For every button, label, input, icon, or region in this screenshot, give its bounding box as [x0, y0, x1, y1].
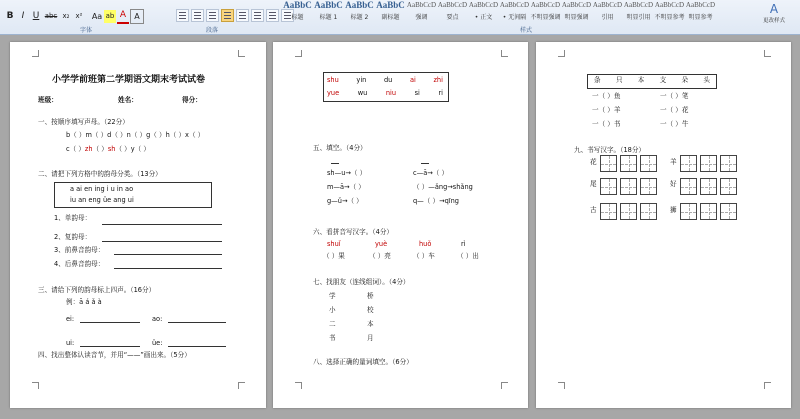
- answer-line[interactable]: [168, 322, 226, 323]
- crop-mark: [32, 382, 39, 389]
- style-preview: AaBbC: [314, 0, 343, 10]
- q4-heading: 四、找出整体认读音节，并用“——”画出来。（5分）: [38, 351, 191, 359]
- q1-line1: b（ ）m（ ）d（ ）n（ ）g（ ）h（ ）x（ ）: [66, 131, 205, 139]
- score-label: 得分：: [182, 96, 202, 104]
- style-preview: AaBbCcD: [530, 1, 561, 9]
- q1-text: （ ）: [92, 145, 108, 153]
- syllable: niu: [385, 89, 397, 97]
- subscript-button[interactable]: x₂: [62, 12, 70, 20]
- style-gallery-item[interactable]: [530, 0, 561, 22]
- style-preview: AaBbCcD: [406, 1, 437, 9]
- style-gallery-item[interactable]: [282, 0, 313, 22]
- style-gallery-item[interactable]: [499, 0, 530, 22]
- style-preview: AaBbCcD: [499, 1, 530, 9]
- style-label: 明显强调: [564, 14, 589, 21]
- q2-item-simple: 1、单韵母：: [54, 214, 92, 222]
- q5-a1: sh—u→（ ）: [327, 169, 367, 177]
- underline-button[interactable]: U: [32, 11, 40, 21]
- writing-grid-cell[interactable]: [700, 178, 717, 195]
- measure-word: 只: [615, 76, 623, 84]
- writing-grid-cell[interactable]: [620, 155, 637, 172]
- change-case-button[interactable]: Aa: [91, 11, 103, 21]
- measure-word: 朵: [681, 76, 689, 84]
- style-label: 明显引用: [626, 14, 651, 21]
- q3-example: 例：ā á ǎ à: [66, 298, 102, 306]
- style-label: 明显参考: [688, 14, 713, 21]
- writing-grid-cell[interactable]: [640, 155, 657, 172]
- style-gallery-item[interactable]: [468, 0, 499, 22]
- q1-text: （ ）y（ ）: [115, 145, 150, 153]
- answer-line[interactable]: [80, 346, 140, 347]
- group-label-paragraph: 段落: [206, 27, 219, 34]
- style-label: • 正文: [474, 14, 493, 21]
- q3-ui: ui:: [66, 339, 75, 347]
- writing-grid-cell[interactable]: [720, 155, 737, 172]
- crop-mark: [238, 50, 245, 57]
- style-preview: AaBbCcD: [437, 1, 468, 9]
- answer-line[interactable]: [102, 224, 222, 225]
- char-right-2: 好: [670, 180, 677, 188]
- vowel-row-2: iu an eng üe ang ui: [70, 196, 134, 204]
- style-preview: AaBbC: [376, 0, 405, 10]
- exam-title: 小学学前班第二学期语文期末考试试卷: [52, 75, 206, 85]
- writing-grid-cell[interactable]: [680, 155, 697, 172]
- name-label: 姓名：: [118, 96, 138, 104]
- measure-word: 本: [637, 76, 645, 84]
- q6-blank-3: （ ）车: [413, 252, 435, 260]
- measure-word: 头: [703, 76, 710, 84]
- q3-heading: 三、请给下列的韵母标上四声。（16分）: [38, 286, 156, 294]
- char-left-2: 尾: [590, 180, 597, 188]
- q2-item-compound: 2、复韵母：: [54, 233, 92, 241]
- italic-button[interactable]: I: [21, 11, 25, 21]
- distributed-button[interactable]: [236, 9, 249, 22]
- char-left-3: 古: [590, 206, 597, 214]
- writing-grid-cell[interactable]: [640, 178, 657, 195]
- q5-b2: （ ）—ǎng→shǎng: [413, 183, 473, 191]
- crop-mark: [501, 382, 508, 389]
- tone-mark: [421, 163, 429, 164]
- q1-sh: sh: [107, 145, 116, 153]
- q3-ao: ao:: [152, 315, 163, 323]
- match-left-3: 二: [329, 320, 336, 328]
- match-left-1: 学: [329, 292, 336, 300]
- char-right-3: 狮: [670, 206, 677, 214]
- char-right-1: 羊: [670, 158, 677, 166]
- measure-words: [594, 76, 710, 85]
- change-styles-button[interactable]: [754, 3, 794, 24]
- crop-mark: [295, 50, 302, 57]
- match-left-4: 书: [329, 334, 336, 342]
- document-page-1[interactable]: [10, 42, 266, 408]
- q5-c2: q—（ ）→qīng: [413, 197, 459, 205]
- align-right-button[interactable]: [206, 9, 219, 22]
- char-left-1: 花: [590, 158, 597, 166]
- style-gallery-item[interactable]: [344, 0, 375, 22]
- style-preview: AaBbCcD: [561, 1, 592, 9]
- crop-mark: [764, 382, 771, 389]
- style-label: 要点: [446, 14, 459, 21]
- q2-item-front-nasal: 3、前鼻音韵母：: [54, 246, 105, 254]
- style-label: • 无间隔: [502, 14, 527, 21]
- vowel-row-1: a ai en ing i u in ao: [70, 185, 134, 193]
- match-right-1: 桥: [367, 292, 374, 300]
- pair-1-right: 一（ ）笔: [660, 92, 689, 100]
- writing-grid-cell[interactable]: [700, 203, 717, 220]
- style-label: 标题 1: [319, 14, 338, 21]
- document-page-2[interactable]: [273, 42, 528, 408]
- group-label-font: 字体: [80, 27, 93, 34]
- style-preview: AaBbCcD: [468, 1, 499, 9]
- match-right-3: 本: [367, 320, 374, 328]
- q6-heading: 六、看拼音写汉字。（4分）: [313, 228, 394, 236]
- match-left-2: 小: [329, 306, 336, 314]
- style-gallery-item[interactable]: [685, 0, 716, 22]
- pair-2-left: 一（ ）羊: [592, 106, 621, 114]
- style-label: 副标题: [381, 14, 400, 21]
- syllable: zhi: [433, 76, 443, 84]
- writing-grid-cell[interactable]: [700, 155, 717, 172]
- style-label: 不明显参考: [654, 14, 685, 21]
- styles-gallery: [282, 0, 716, 22]
- syllable-row-1: [327, 76, 443, 85]
- writing-grid-cell[interactable]: [680, 203, 697, 220]
- style-preview: AaBbC: [345, 0, 374, 10]
- syllable: ri: [438, 89, 443, 97]
- writing-grid-cell[interactable]: [620, 203, 637, 220]
- writing-grid-cell[interactable]: [680, 178, 697, 195]
- bold-button[interactable]: B: [6, 11, 14, 21]
- measure-word: 条: [594, 76, 601, 84]
- shading-button[interactable]: [266, 9, 279, 22]
- answer-line[interactable]: [168, 346, 226, 347]
- crop-mark: [558, 382, 565, 389]
- superscript-button[interactable]: x²: [75, 12, 83, 20]
- q6-pinyin-2: yuè: [375, 240, 388, 248]
- writing-grid-cell[interactable]: [600, 155, 617, 172]
- measure-word: 支: [659, 76, 667, 84]
- style-gallery-item[interactable]: [437, 0, 468, 22]
- writing-grid-cell[interactable]: [620, 178, 637, 195]
- pair-3-left: 一（ ）书: [592, 120, 621, 128]
- change-styles-label: 更改样式: [762, 18, 785, 24]
- style-gallery-item[interactable]: [406, 0, 437, 22]
- style-preview: AaBbCcD: [592, 1, 623, 9]
- syllable: ai: [409, 76, 416, 84]
- highlight-button[interactable]: ab: [104, 10, 116, 23]
- q6-pinyin-1: shuǐ: [327, 240, 341, 248]
- match-right-2: 校: [367, 306, 374, 314]
- style-gallery-item[interactable]: [313, 0, 344, 22]
- style-gallery-item[interactable]: [561, 0, 592, 22]
- crop-mark: [295, 382, 302, 389]
- answer-line[interactable]: [114, 254, 222, 255]
- justify-button[interactable]: [221, 9, 234, 22]
- style-preview: AaBbC: [283, 0, 312, 10]
- font-format-toolbar: [4, 9, 145, 23]
- match-right-4: 月: [367, 334, 374, 342]
- q1-line2: [66, 145, 150, 154]
- q3-ei: ei:: [66, 315, 75, 323]
- syllable: si: [414, 89, 420, 97]
- q6-blank-2: （ ）亮: [369, 252, 391, 260]
- q5-a2: c—ā→（ ）: [413, 169, 449, 177]
- crop-mark: [238, 382, 245, 389]
- style-label: 引用: [601, 14, 614, 21]
- syllable-row-2: [327, 89, 443, 98]
- syllable: wu: [357, 89, 368, 97]
- style-preview: AaBbCcD: [654, 1, 685, 9]
- q1-heading: 一、按顺序填写声母。（22分）: [38, 118, 129, 126]
- strikethrough-button[interactable]: abc: [44, 12, 58, 20]
- writing-grid-cell[interactable]: [720, 178, 737, 195]
- q6-blank-1: （ ）果: [323, 252, 345, 260]
- q1-text: c（ ）: [66, 145, 85, 153]
- q1-zh: zh: [84, 145, 93, 153]
- line-spacing-button[interactable]: [251, 9, 264, 22]
- q8-heading: 八、选择正确的量词填空。（6分）: [313, 358, 413, 366]
- q6-pinyin-3: huǒ: [419, 240, 432, 248]
- class-label: 班级：: [38, 96, 58, 104]
- q3-ue: üe:: [152, 339, 163, 347]
- q5-b1: m—ā→（ ）: [327, 183, 365, 191]
- syllable: shu: [327, 76, 339, 84]
- group-label-styles: 样式: [520, 27, 533, 34]
- ribbon: [0, 0, 800, 35]
- pair-1-left: 一（ ）鱼: [592, 92, 621, 100]
- align-left-button[interactable]: [176, 9, 189, 22]
- q5-heading: 五、填空。（4分）: [313, 144, 367, 152]
- font-color-button[interactable]: A: [117, 9, 129, 24]
- writing-grid-cell[interactable]: [600, 203, 617, 220]
- style-gallery-item[interactable]: [375, 0, 406, 22]
- style-gallery-item[interactable]: [623, 0, 654, 22]
- style-label: 强调: [415, 14, 428, 21]
- crop-mark: [558, 50, 565, 57]
- tone-mark: [331, 163, 339, 164]
- q6-blank-4: （ ）出: [457, 252, 479, 260]
- style-label: 不明显强调: [530, 14, 561, 21]
- q2-item-back-nasal: 4、后鼻音韵母：: [54, 260, 105, 268]
- style-preview: AaBbCcD: [685, 1, 716, 9]
- writing-grid-cell[interactable]: [720, 203, 737, 220]
- q5-c1: g—ǔ→（ ）: [327, 197, 363, 205]
- answer-line[interactable]: [80, 322, 140, 323]
- toolbar-separator: [86, 10, 90, 23]
- crop-mark: [32, 50, 39, 57]
- document-page-3[interactable]: [536, 42, 791, 408]
- paragraph-toolbar: [176, 9, 296, 22]
- syllable: yin: [356, 76, 367, 84]
- align-center-button[interactable]: [191, 9, 204, 22]
- pair-3-right: 一（ ）牛: [660, 120, 689, 128]
- style-preview: AaBbCcD: [623, 1, 654, 9]
- style-gallery-item[interactable]: [654, 0, 685, 22]
- style-label: 标题 2: [350, 14, 369, 21]
- answer-line[interactable]: [102, 241, 222, 242]
- character-border-button[interactable]: A: [130, 9, 144, 24]
- crop-mark: [501, 50, 508, 57]
- change-styles-icon: A: [769, 2, 779, 16]
- pair-2-right: 一（ ）花: [660, 106, 689, 114]
- q6-pinyin-4: rì: [461, 240, 466, 248]
- syllable: yue: [327, 89, 340, 97]
- style-label: 标题: [291, 14, 304, 21]
- writing-grid-cell[interactable]: [600, 178, 617, 195]
- q2-heading: 二、请把下列方格中的韵母分类。（13分）: [38, 170, 162, 178]
- writing-grid-cell[interactable]: [640, 203, 657, 220]
- syllable: du: [383, 76, 393, 84]
- q9-heading: 九、书写汉字。（18分）: [574, 146, 646, 154]
- crop-mark: [764, 50, 771, 57]
- answer-line[interactable]: [114, 268, 222, 269]
- style-gallery-item[interactable]: [592, 0, 623, 22]
- q7-heading: 七、找朋友（连线组词）。（4分）: [313, 278, 410, 286]
